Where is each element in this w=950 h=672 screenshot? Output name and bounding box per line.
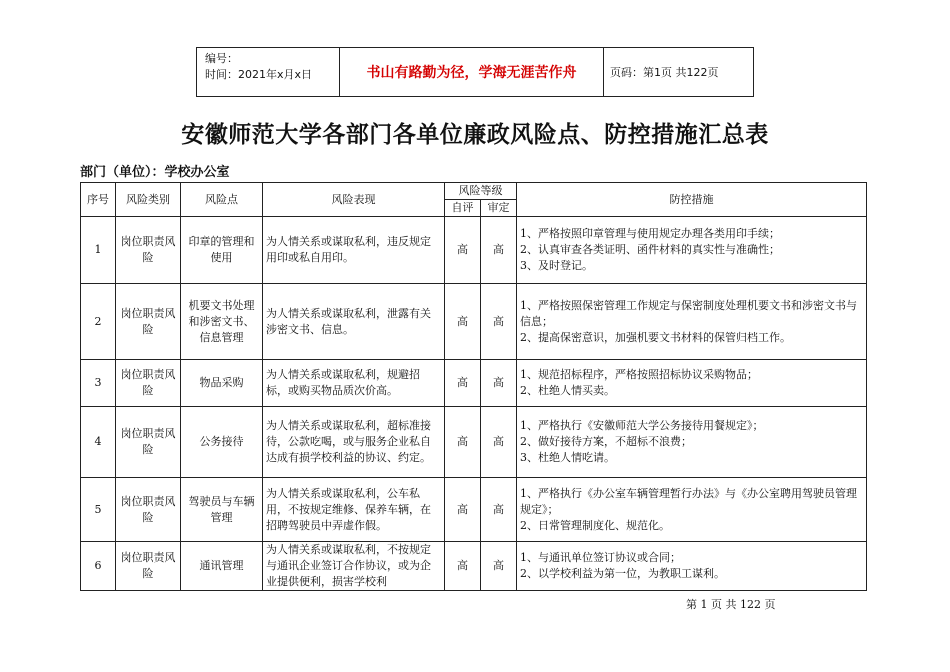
measure-line: 1、与通讯单位签订协议或合同； bbox=[520, 551, 681, 564]
document-header-box bbox=[196, 47, 754, 97]
table-row bbox=[81, 407, 867, 478]
row-measures bbox=[517, 284, 867, 360]
header-risk-level: 风险等级 bbox=[445, 183, 517, 200]
row-risk-point: 通讯管理 bbox=[181, 542, 263, 591]
row-category: 岗位职责风险 bbox=[116, 284, 181, 360]
row-measures bbox=[517, 217, 867, 284]
row-seq: 5 bbox=[81, 478, 116, 542]
row-self-eval: 高 bbox=[445, 217, 481, 284]
risk-table bbox=[80, 182, 867, 591]
row-self-eval: 高 bbox=[445, 478, 481, 542]
department-label: 部门（单位）：学校办公室 bbox=[80, 165, 230, 180]
row-manifestation bbox=[263, 542, 445, 591]
row-manifestation: 为人情关系或谋取私利，违反规定用印或私自用印。 bbox=[263, 217, 445, 284]
page-title: 安徽师范大学各部门各单位廉政风险点、防控措施汇总表 bbox=[181, 122, 769, 148]
measure-line: 2、杜绝人情买卖。 bbox=[520, 384, 615, 397]
row-seq: 2 bbox=[81, 284, 116, 360]
row-seq: 1 bbox=[81, 217, 116, 284]
row-manifestation: 为人情关系或谋取私利，公车私用，不按规定维修、保养车辆，在招聘驾驶员中弄虚作假。 bbox=[263, 478, 445, 542]
header-risk-point: 风险点 bbox=[181, 183, 263, 217]
number-label: 编号： bbox=[205, 52, 238, 65]
row-manifestation: 为人情关系或谋取私利，规避招标，或购买物品质次价高。 bbox=[263, 360, 445, 407]
row-self-eval: 高 bbox=[445, 542, 481, 591]
manifestation-text: 为人情关系或谋取私利，不按规定与通讯企业签订合作协议，或为企业提供便利，损害学校利 bbox=[266, 543, 431, 588]
header-seq: 序号 bbox=[81, 183, 116, 217]
row-measures bbox=[517, 542, 867, 591]
row-approved: 高 bbox=[481, 542, 517, 591]
table-row bbox=[81, 478, 867, 542]
table-row bbox=[81, 217, 867, 284]
measure-line: 1、严格执行《办公室车辆管理暂行办法》与《办公室聘用驾驶员管理规定》； bbox=[520, 486, 857, 516]
measure-line: 2、日常管理制度化、规范化。 bbox=[520, 518, 670, 532]
header-measures: 防控措施 bbox=[517, 183, 867, 217]
row-self-eval: 高 bbox=[445, 284, 481, 360]
header-approved: 审定 bbox=[481, 200, 517, 217]
measure-line: 2、以学校利益为第一位，为教职工谋利。 bbox=[520, 567, 725, 580]
row-risk-point: 印章的管理和使用 bbox=[181, 217, 263, 284]
header-category: 风险类别 bbox=[116, 183, 181, 217]
row-seq: 4 bbox=[81, 407, 116, 478]
row-measures bbox=[517, 407, 867, 478]
row-self-eval: 高 bbox=[445, 360, 481, 407]
row-risk-point: 驾驶员与车辆管理 bbox=[181, 478, 263, 542]
header-self-eval: 自评 bbox=[445, 200, 481, 217]
header-meta-cell bbox=[197, 48, 340, 96]
row-seq: 3 bbox=[81, 360, 116, 407]
measure-line: 3、及时登记。 bbox=[520, 259, 593, 272]
row-category: 岗位职责风险 bbox=[116, 542, 181, 591]
header-manifestation: 风险表现 bbox=[263, 183, 445, 217]
row-manifestation: 为人情关系或谋取私利，超标准接待，公款吃喝，或与服务企业私自达成有损学校利益的协议、约定。 bbox=[263, 407, 445, 478]
row-risk-point: 机要文书处理和涉密文书、信息管理 bbox=[181, 284, 263, 360]
measure-line: 1、严格按照印章管理与使用规定办理各类用印手续； bbox=[520, 227, 780, 240]
measure-line: 2、认真审查各类证明、函件材料的真实性与准确性； bbox=[520, 243, 780, 256]
row-measures bbox=[517, 478, 867, 542]
table-row bbox=[81, 360, 867, 407]
row-measures bbox=[517, 360, 867, 407]
row-manifestation: 为人情关系或谋取私利，泄露有关涉密文书、信息。 bbox=[263, 284, 445, 360]
motto-text: 书山有路勤为径，学海无涯苦作舟 bbox=[340, 48, 604, 96]
row-risk-point: 公务接待 bbox=[181, 407, 263, 478]
page-counter: 页码：第1页 共122页 bbox=[610, 66, 719, 79]
row-approved: 高 bbox=[481, 407, 517, 478]
row-category: 岗位职责风险 bbox=[116, 407, 181, 478]
row-category: 岗位职责风险 bbox=[116, 217, 181, 284]
measure-line: 2、提高保密意识，加强机要文书材料的保管归档工作。 bbox=[520, 330, 791, 344]
page-footer: 第 1 页 共 122 页 bbox=[686, 598, 776, 611]
row-approved: 高 bbox=[481, 284, 517, 360]
row-approved: 高 bbox=[481, 217, 517, 284]
row-self-eval: 高 bbox=[445, 407, 481, 478]
time-label: 时间：2021年x月x日 bbox=[205, 68, 313, 81]
measure-line: 1、规范招标程序，严格按照招标协议采购物品； bbox=[520, 368, 758, 381]
row-category: 岗位职责风险 bbox=[116, 478, 181, 542]
measure-line: 1、严格按照保密管理工作规定与保密制度处理机要文书和涉密文书与信息； bbox=[520, 298, 857, 328]
row-category: 岗位职责风险 bbox=[116, 360, 181, 407]
measure-line: 3、杜绝人情吃请。 bbox=[520, 451, 615, 464]
row-approved: 高 bbox=[481, 478, 517, 542]
measure-line: 1、严格执行《安徽师范大学公务接待用餐规定》； bbox=[520, 419, 764, 432]
row-risk-point: 物品采购 bbox=[181, 360, 263, 407]
table-row bbox=[81, 284, 867, 360]
table-row bbox=[81, 542, 867, 591]
row-approved: 高 bbox=[481, 360, 517, 407]
measure-line: 2、做好接待方案，不超标不浪费； bbox=[520, 435, 692, 448]
row-seq: 6 bbox=[81, 542, 116, 591]
